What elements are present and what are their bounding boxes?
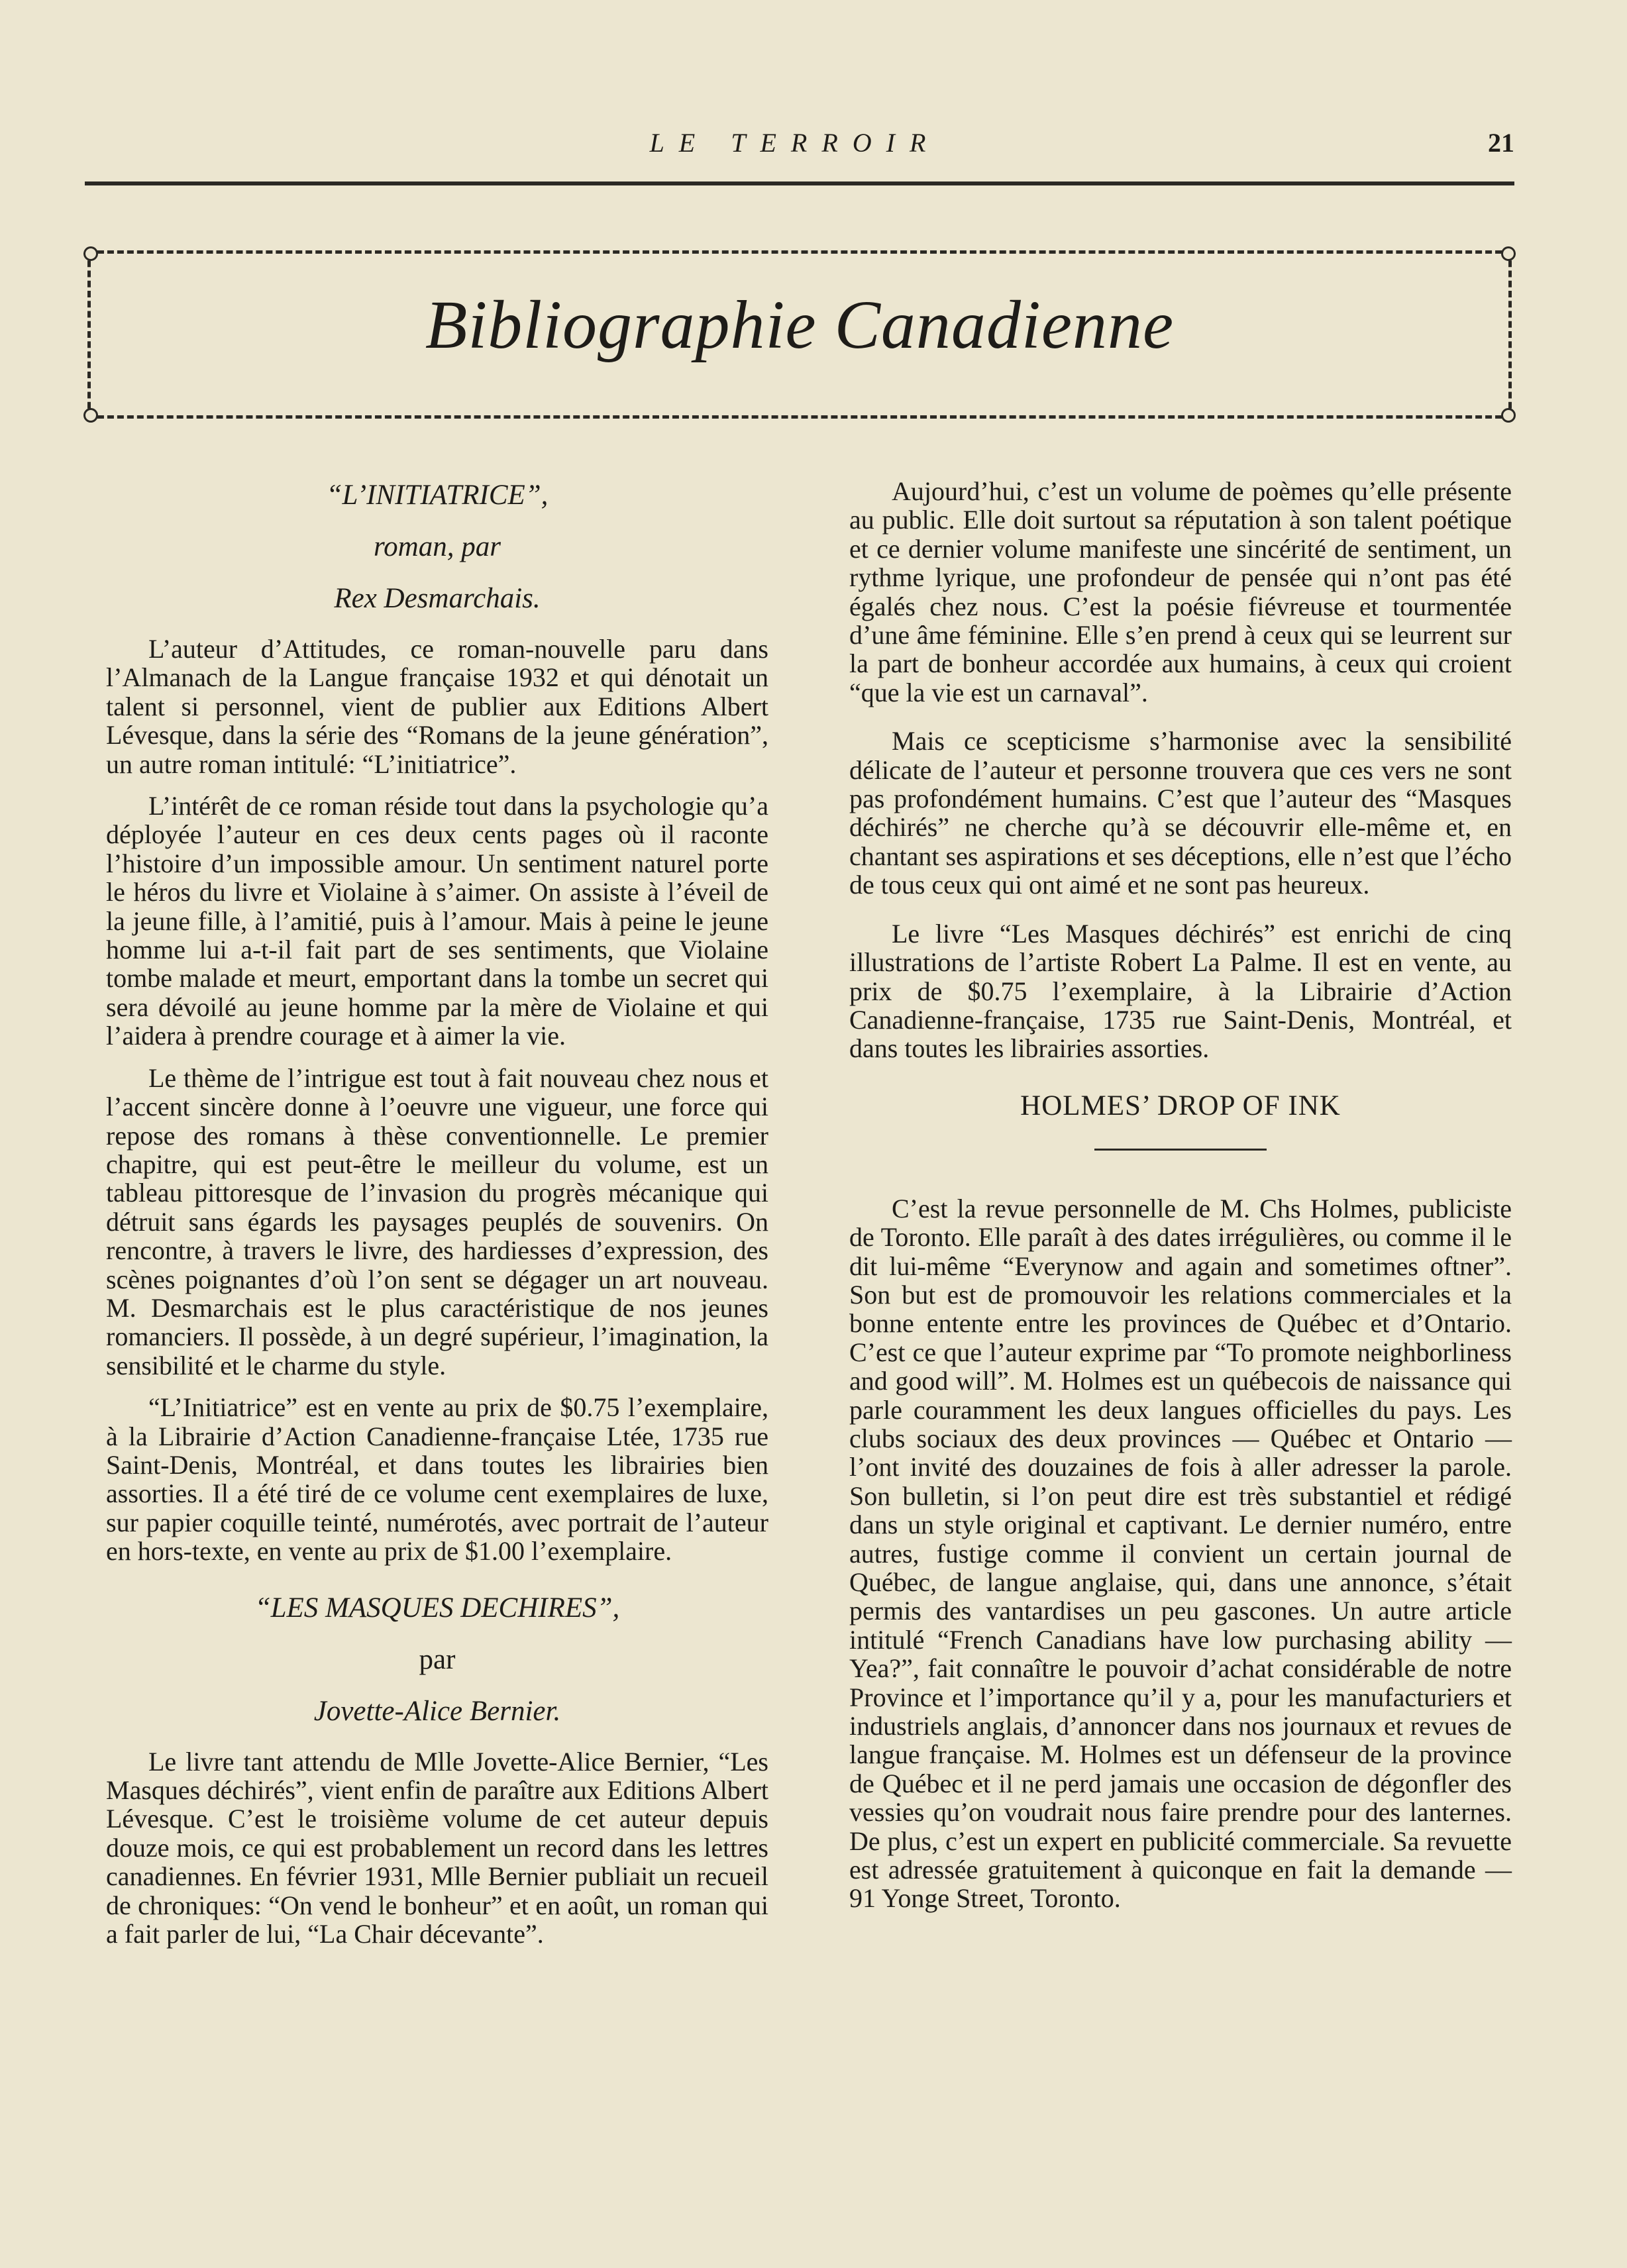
review-title: “LES MASQUES DECHIRES”, — [254, 1592, 620, 1624]
review-masques-continued — [849, 477, 1512, 1063]
paragraph: Le livre tant attendu de Mlle Jovette-Alice Bernier, “Les Masques déchirés”, vient enfin de paraître aux Editions Albert Lévesque. C’est le troisième volume de cet auteur depuis douze mois, ce qui est probablement un record dans les lettres canadiennes. En février 1931, Mlle Bernier publiait un recueil de chroniques: “On vend le bonheur” et en août, un roman qui a fait parler de lui, “La Chair décevante”. — [106, 1746, 768, 1949]
frame-corner-ornament — [1501, 408, 1516, 423]
review-holmes — [849, 1090, 1512, 1913]
paragraph: Le livre “Les Masques déchirés” est enrichi de cinq illustrations de l’artiste Robert La Palme. Il est en vente, au prix de $0.75 l’exemplaire, à la Librairie d’Action Canadienne-française, 1735 rue Saint-Denis, Montréal, et dans toutes les librairies assorties. — [849, 918, 1512, 1064]
paragraph: C’est la revue personnelle de M. Chs Holmes, publiciste de Toronto. Elle paraît à des dates irrégulières, ou comme il le dit lui-même “Everynow and again and sometimes oftner”. Son but est de promouvoir les relations commerciales et la bonne entente entre les provinces de Québec et d’Ontario. C’est ce que l’auteur exprime par “To promote neighborliness and good will”. M. Holmes est un québecois de naissance qui parle couramment les deux langues officielles du pays. Les clubs sociaux des deux provinces — Québec et Ontario — l’ont invité des douzaines de fois à aller adresser la parole. Son bulletin, si l’on peut dire est très substantiel et rédigé dans un style original et captivant. Le dernier numéro, entre autres, fustige comme il convient un certain journal de Québec, de langue anglaise, qui, dans une annonce, s’était permis des vantardises un peu gascones. Un autre article intitulé “French Canadians have low purchasing ability — Yea?”, fait connaître le pouvoir d’achat considérable de notre Province et l’importance qu’il y a, pour les manufacturiers et industriels anglais, d’annoncer dans nos journaux et revues de langue française. M. Holmes est un défenseur de la province de Québec et il ne perd jamais une occasion de dégonfler des vessies qu’on voudrait nous faire prendre pour des lanternes. De plus, c’est un expert en publicité commerciale. Sa revuette est adressée gratuitement à quiconque en fait la demande — 91 Yonge Street, Toronto. — [849, 1193, 1512, 1914]
paragraph: Mais ce scepticisme s’harmonise avec la sensibilité délicate de l’auteur et personne trouvera que ces vers ne sont pas profondément humains. C’est que l’auteur des “Masques déchirés” ne cherche qu’à se découvrir elle-même et, en chantant ses aspirations et ses déceptions, elle n’est que l’écho de tous ceux qui ont aimé et ne sont pas heureux. — [849, 726, 1512, 900]
review-author: Jovette-Alice Bernier. — [313, 1695, 561, 1727]
paragraph: Le thème de l’intrigue est tout à fait nouveau chez nous et l’accent sincère donne à l’oeuvre une vigueur, une force qui repose des romans à thèse conventionnelle. Le premier chapitre, qui est peut-être le meilleur du volume, est un tableau pittoresque de l’invasion du progrès mécanique qui détruit sans égards les paysages peuplés de souvenirs. On rencontre, à travers le livre, des hardiesses d’expression, des scènes poignantes d’où l’on sent se dégager un art nouveau. M. Desmarchais est le plus caractéristique de nos jeunes romanciers. Il possède, à un degré supérieur, l’imagination, la sensibilité et le charme du style. — [106, 1062, 768, 1380]
right-column — [849, 477, 1512, 1926]
review-kind: roman, par — [374, 531, 501, 562]
title-frame — [87, 250, 1512, 419]
review-title: “L’INITIATRICE”, — [326, 480, 549, 511]
header-rule — [85, 181, 1514, 185]
review-author: Rex Desmarchais. — [334, 583, 541, 614]
paragraph: L’intérêt de ce roman réside tout dans la psychologie qu’a déployée l’auteur en ces deux cents pages où il raconte l’histoire d’un impossible amour. Un sentiment naturel porte le héros du livre et Violaine à s’aimer. On assiste à l’éveil de la jeune fille, à l’amitié, puis à l’amour. Mais à peine le jeune homme lui a-t-il fait part de ses sentiments, que Violaine tombe malade et meurt, emportant dans la tombe un secret qui sera dévoilé au jeune homme par la mère de Violaine et qui l’aidera à prendre courage et à aimer la vie. — [106, 791, 768, 1051]
review-initiatrice — [106, 477, 768, 1566]
frame-corner-ornament — [83, 408, 98, 423]
page-number: 21 — [1488, 128, 1514, 158]
paragraph: Aujourd’hui, c’est un volume de poèmes qu’elle présente au public. Elle doit surtout sa réputation à son talent poétique et ce dernier volume manifeste une sincérité de sentiment, un rythme lyrique, une profondeur de pensée qui n’ont pas été égalés chez nous. C’est la poésie fiévreuse et tourmentée d’une âme féminine. Elle s’en prend à ceux qui se leurrent sur la part de bonheur accordée aux humains, à ceux qui croient “que la vie est un carnaval”. — [849, 476, 1512, 707]
left-column — [106, 477, 768, 1961]
section-separator — [1094, 1149, 1267, 1151]
review-kind: par — [419, 1643, 456, 1675]
frame-corner-ornament — [83, 246, 98, 261]
page-title: Bibliographie Canadienne — [425, 287, 1175, 363]
paragraph: L’auteur d’Attitudes, ce roman-nouvelle paru dans l’Almanach de la Langue française 1932 et qui dénotait un talent si personnel, vient de publier aux Editions Albert Lévesque, dans la série des “Romans de la jeune génération”, un autre roman intitulé: “L’initiatrice”. — [106, 634, 768, 779]
review-masques-dechires — [106, 1590, 768, 1949]
running-title: LE TERROIR — [649, 128, 941, 158]
review-title: HOLMES’ DROP OF INK — [1020, 1090, 1341, 1121]
paragraph: “L’Initiatrice” est en vente au prix de $0.75 l’exemplaire, à la Librairie d’Action Canadienne-française Ltée, 1735 rue Saint-Denis, Montréal, et dans toutes les librairies bien assorties. Il a été tiré de ce volume cent exemplaires de luxe, sur papier coquille teinté, numérotés, avec portrait de l’auteur en hors-texte, en vente au prix de $1.00 l’exemplaire. — [106, 1392, 768, 1567]
frame-corner-ornament — [1501, 246, 1516, 261]
